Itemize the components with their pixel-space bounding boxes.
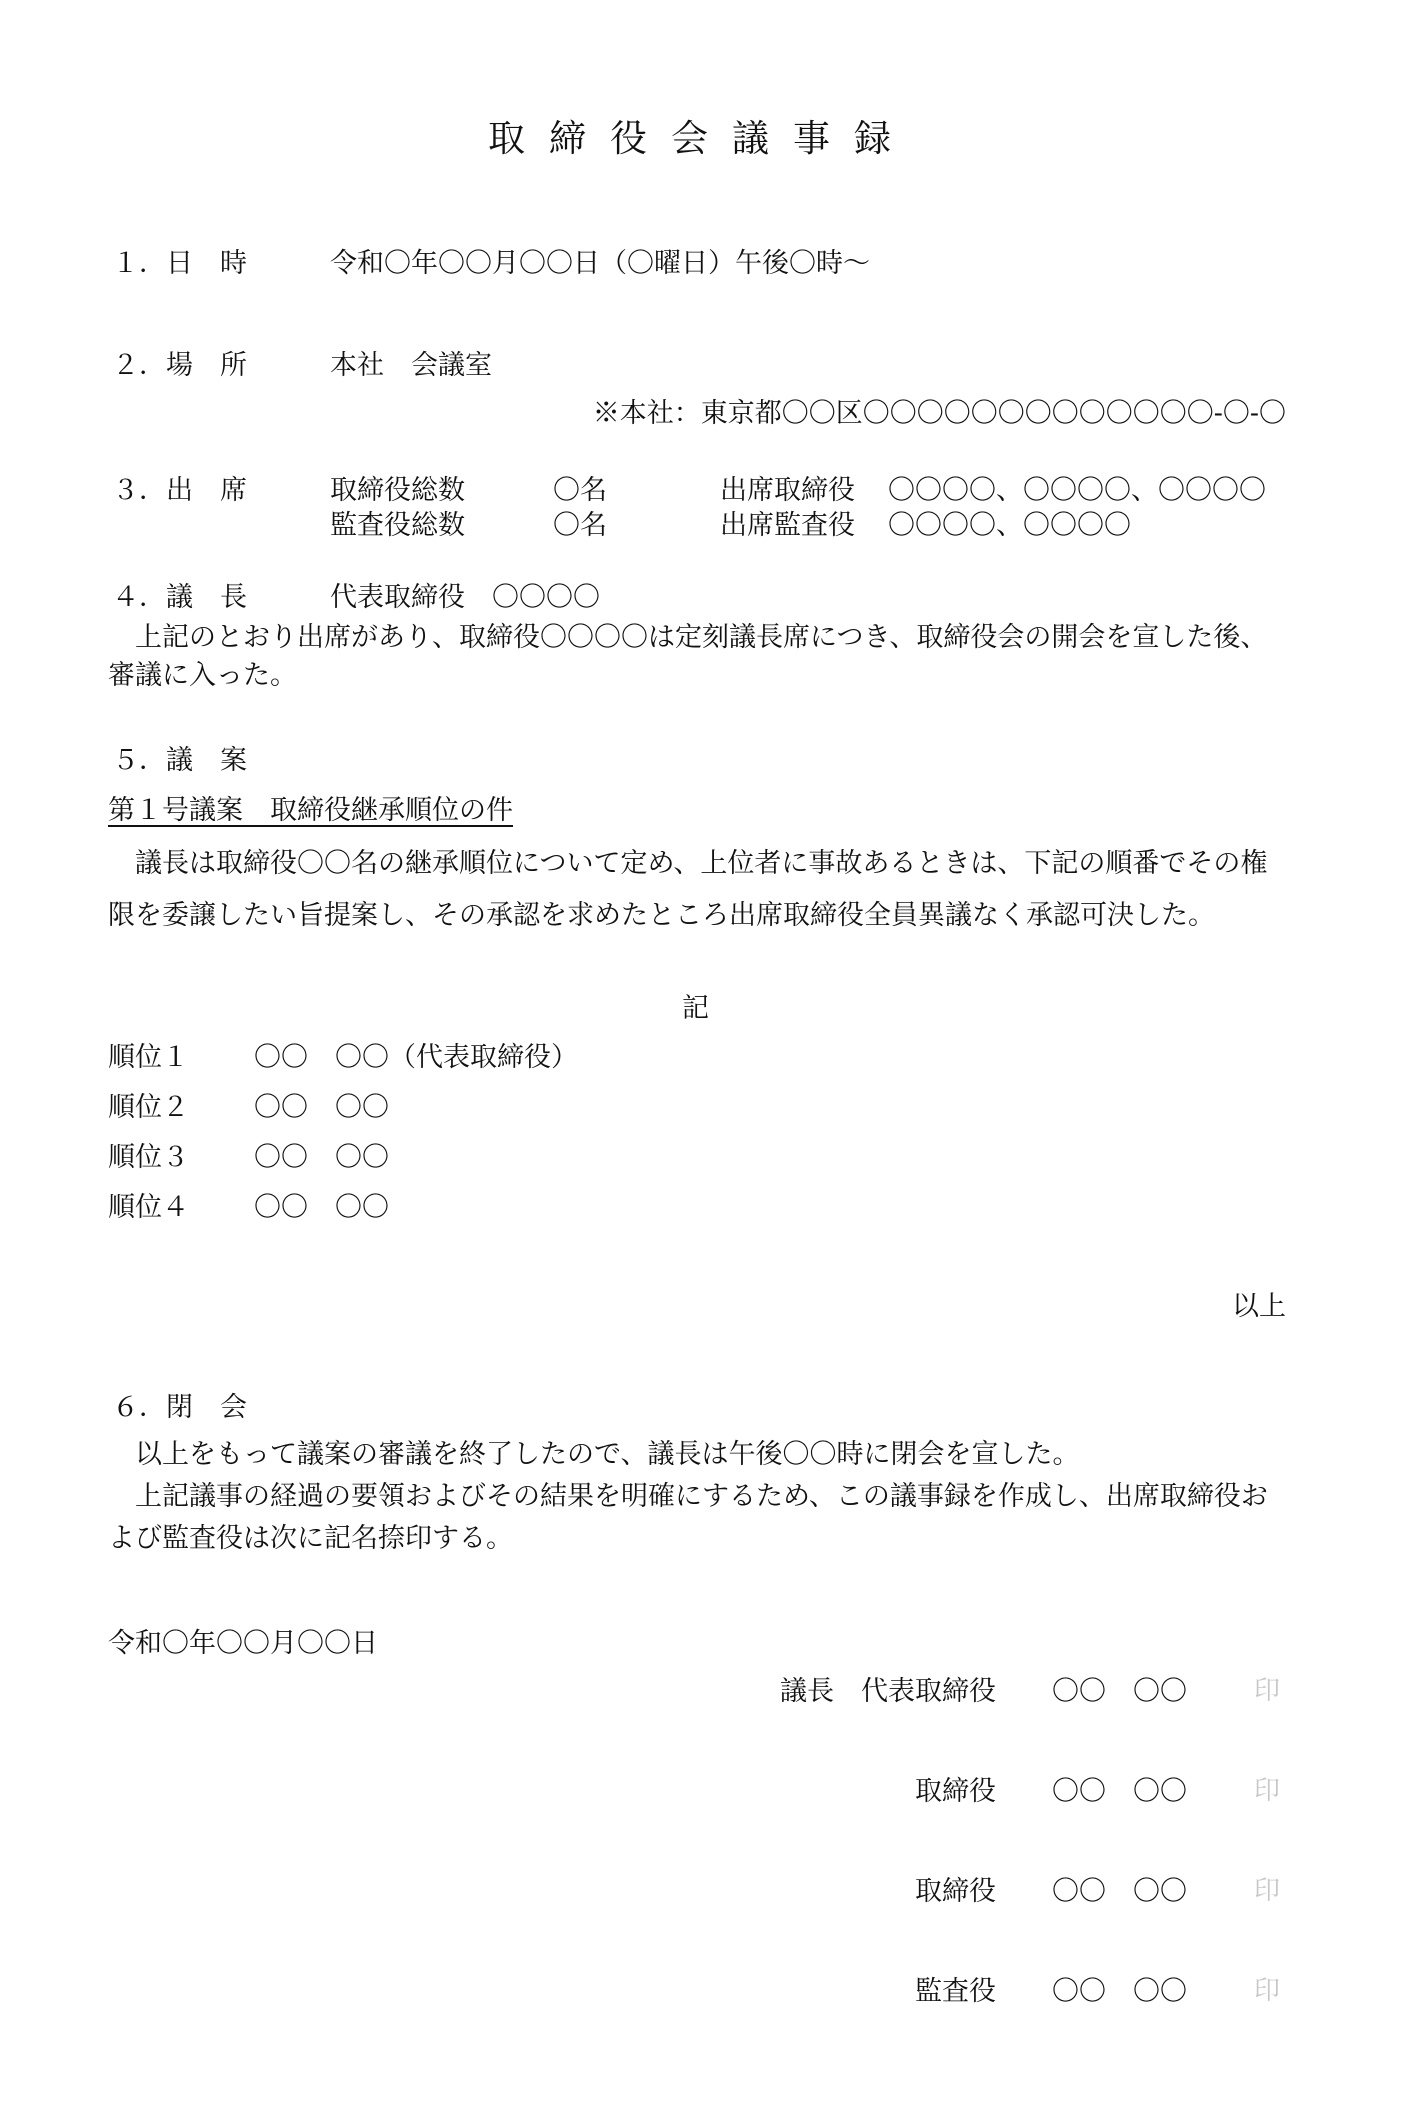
- meeting-place: 本社 会議室: [330, 350, 492, 381]
- seal-mark: 印: [1254, 1876, 1281, 1906]
- opening-paragraph: 上記のとおり出席があり、取締役〇〇〇〇は定刻議長席につき、取締役会の開会を宣した後、審議に入った。: [108, 622, 1268, 691]
- closing-paragraph-2: 上記議事の経過の要領およびその結果を明確にするため、この議事録を作成し、出席取締役および監査役は次に記名捺印する。: [108, 1481, 1268, 1554]
- attending-directors-names: 〇〇〇〇、〇〇〇〇、〇〇〇〇: [888, 475, 1266, 506]
- directors-total-count: 〇名: [553, 475, 607, 506]
- signature-name: 〇〇 〇〇: [1052, 1876, 1187, 1907]
- rank-name: 〇〇 〇〇: [254, 1092, 389, 1123]
- section-attendance-heading: ３．出 席: [112, 475, 247, 506]
- document-title: 取締役会議事録: [488, 117, 915, 160]
- signature-role: 取締役: [915, 1876, 996, 1907]
- attending-directors-label: 出席取締役: [720, 475, 855, 506]
- signature-role: 監査役: [915, 1976, 996, 2007]
- signature-name: 〇〇 〇〇: [1052, 1676, 1187, 1707]
- rank-label: 順位３: [108, 1142, 189, 1173]
- chairperson: 代表取締役 〇〇〇〇: [330, 582, 600, 613]
- agenda-paragraph: 議長は取締役〇〇名の継承順位について定め、上位者に事故あるときは、下記の順番でその権限を委譲したい旨提案し、その承認を求めたところ出席取締役全員異議なく承認可決した。: [108, 848, 1268, 931]
- signature-role: 取締役: [915, 1776, 996, 1807]
- rank-name: 〇〇 〇〇: [254, 1142, 389, 1173]
- section-agenda-heading: ５．議 案: [112, 745, 247, 776]
- section-place-heading: ２．場 所: [112, 350, 247, 381]
- seal-mark: 印: [1254, 1776, 1281, 1806]
- agenda-item-title: 第１号議案 取締役継承順位の件: [108, 795, 513, 826]
- signature-name: 〇〇 〇〇: [1052, 1776, 1187, 1807]
- section-chair-heading: ４．議 長: [112, 582, 247, 613]
- attending-auditors-label: 出席監査役: [720, 510, 855, 541]
- rank-label: 順位４: [108, 1192, 189, 1223]
- ijo-closing: 以上: [1232, 1291, 1286, 1322]
- meeting-datetime: 令和〇年〇〇月〇〇日（〇曜日）午後〇時～: [330, 248, 870, 279]
- rank-name: 〇〇 〇〇: [254, 1192, 389, 1223]
- auditors-total-count: 〇名: [553, 510, 607, 541]
- auditors-total-label: 監査役総数: [330, 510, 465, 541]
- rank-label: 順位２: [108, 1092, 189, 1123]
- signature-role: 議長 代表取締役: [780, 1676, 996, 1707]
- attending-auditors-names: 〇〇〇〇、〇〇〇〇: [888, 510, 1131, 541]
- document-date: 令和〇年〇〇月〇〇日: [108, 1628, 378, 1659]
- rank-name: 〇〇 〇〇（代表取締役）: [254, 1042, 578, 1073]
- seal-mark: 印: [1254, 1976, 1281, 2006]
- section-date-heading: １．日 時: [112, 248, 247, 279]
- seal-mark: 印: [1254, 1676, 1281, 1706]
- section-closing-heading: ６．閉 会: [112, 1392, 247, 1423]
- directors-total-label: 取締役総数: [330, 475, 465, 506]
- rank-label: 順位１: [108, 1042, 189, 1073]
- signature-name: 〇〇 〇〇: [1052, 1976, 1187, 2007]
- ki-marker: 記: [682, 993, 709, 1024]
- office-address-note: ※本社：東京都〇〇区〇〇〇〇〇〇〇〇〇〇〇〇〇-〇-〇: [592, 398, 1286, 429]
- closing-paragraph-1: 以上をもって議案の審議を終了したので、議長は午後〇〇時に閉会を宣した。: [108, 1439, 1080, 1470]
